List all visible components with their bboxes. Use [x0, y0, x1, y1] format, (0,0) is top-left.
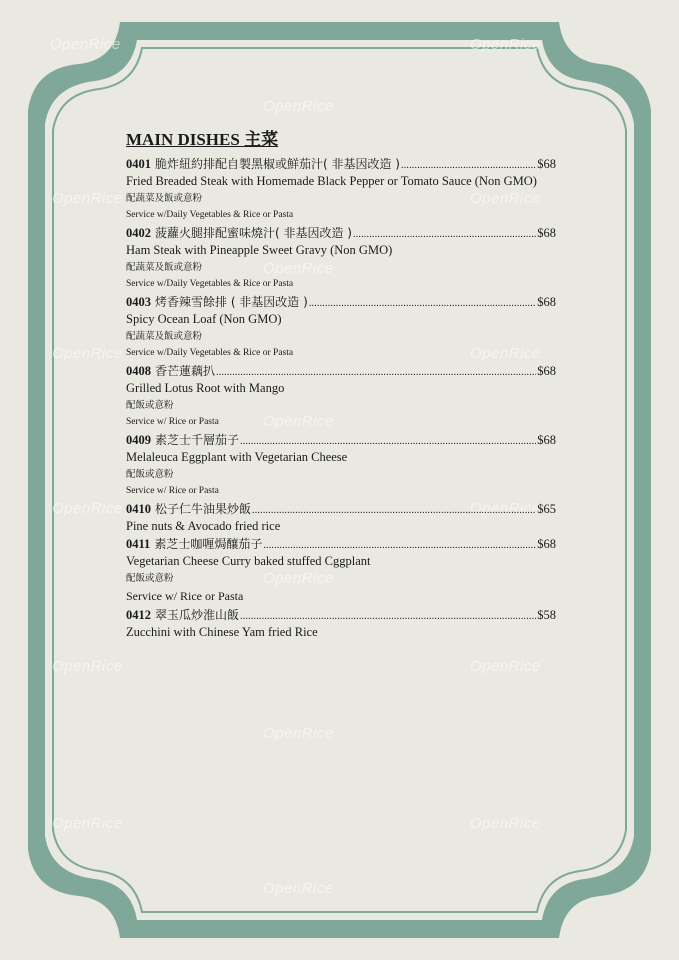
- watermark: OpenRice: [52, 190, 123, 207]
- item-price: $58: [537, 608, 556, 622]
- item-name-zh: 香芒蓮藕扒: [155, 364, 216, 378]
- watermark: OpenRice: [263, 413, 334, 430]
- item-name-zh: 烤香辣雪餘排 ( 非基因改造 ): [155, 295, 308, 309]
- dot-leader: [216, 362, 536, 382]
- item-name-en: Grilled Lotus Root with Mango: [126, 381, 285, 395]
- dot-leader: [401, 155, 536, 175]
- item-name-en: Zucchini with Chinese Yam fried Rice: [126, 625, 318, 639]
- watermark: OpenRice: [52, 658, 123, 675]
- item-name-zh: 素芝士千層茄子: [155, 433, 240, 447]
- section-heading: MAIN DISHES 主菜: [126, 130, 279, 149]
- watermark: OpenRice: [470, 190, 541, 207]
- watermark: OpenRice: [470, 658, 541, 675]
- watermark: OpenRice: [470, 345, 541, 362]
- menu-item: [126, 500, 556, 535]
- menu-item: [126, 362, 556, 431]
- item-service: Service w/ Rice or Pasta: [126, 417, 219, 427]
- item-name-en: Fried Breaded Steak with Homemade Black Pepper or Tomato Sauce (Non GMO): [126, 174, 537, 188]
- item-price: $68: [537, 537, 556, 551]
- watermark: OpenRice: [263, 98, 334, 115]
- menu-page: [126, 130, 556, 641]
- item-name-en: Melaleuca Eggplant with Vegetarian Cheese: [126, 450, 348, 464]
- item-price: $65: [537, 502, 556, 516]
- item-code: 0401: [126, 157, 151, 171]
- item-service: Service w/ Rice or Pasta: [126, 486, 219, 496]
- dot-leader: [309, 293, 536, 313]
- item-code: 0411: [126, 537, 151, 551]
- watermark: OpenRice: [52, 345, 123, 362]
- item-sub-zh: 配蔬菜及飯或意粉: [126, 262, 203, 273]
- menu-item: [126, 155, 556, 224]
- item-code: 0408: [126, 364, 151, 378]
- item-name-en: Spicy Ocean Loaf (Non GMO): [126, 312, 282, 326]
- item-code: 0402: [126, 226, 151, 240]
- item-sub-zh: 配蔬菜及飯或意粉: [126, 331, 203, 342]
- dot-leader: [240, 606, 536, 626]
- item-price: $68: [537, 433, 556, 447]
- dot-leader: [263, 535, 536, 555]
- item-service: Service w/ Rice or Pasta: [126, 589, 244, 603]
- item-sub-zh: 配飯或意粉: [126, 400, 174, 411]
- item-sub-zh: 配飯或意粉: [126, 573, 174, 584]
- item-price: $68: [537, 226, 556, 240]
- menu-item: [126, 224, 556, 293]
- watermark: OpenRice: [263, 725, 334, 742]
- dot-leader: [353, 224, 536, 244]
- item-sub-zh: 配蔬菜及飯或意粉: [126, 193, 203, 204]
- item-name-en: Pine nuts & Avocado fried rice: [126, 519, 281, 533]
- watermark: OpenRice: [263, 260, 334, 277]
- watermark: OpenRice: [263, 570, 334, 587]
- menu-item: [126, 606, 556, 641]
- watermark: OpenRice: [50, 36, 121, 53]
- item-name-zh: 松子仁牛油果炒飯: [155, 502, 252, 516]
- item-name-zh: 素芝士咖喱焗釀茄子: [154, 537, 263, 551]
- menu-item: [126, 431, 556, 500]
- item-code: 0403: [126, 295, 151, 309]
- watermark: OpenRice: [470, 500, 541, 517]
- item-name-en: Vegetarian Cheese Curry baked stuffed Cggplant: [126, 554, 371, 568]
- watermark: OpenRice: [52, 500, 123, 517]
- item-name-zh: 菠蘿火腿排配蜜味燒汁( 非基因改造 ): [155, 226, 352, 240]
- dot-leader: [252, 500, 536, 520]
- item-name-zh: 脆炸紐約排配自製黑椒或鮮茄汁( 非基因改造 ): [155, 157, 400, 171]
- item-code: 0409: [126, 433, 151, 447]
- watermark: OpenRice: [263, 880, 334, 897]
- item-code: 0410: [126, 502, 151, 516]
- watermark: OpenRice: [470, 815, 541, 832]
- item-name-en: Ham Steak with Pineapple Sweet Gravy (Non GMO): [126, 243, 393, 257]
- item-price: $68: [537, 157, 556, 171]
- watermark: OpenRice: [52, 815, 123, 832]
- item-code: 0412: [126, 608, 151, 622]
- item-service: Service w/Daily Vegetables & Rice or Pasta: [126, 210, 294, 220]
- menu-item: [126, 293, 556, 362]
- item-name-zh: 翠玉瓜炒淮山飯: [155, 608, 240, 622]
- item-price: $68: [537, 364, 556, 378]
- menu-item: [126, 535, 556, 606]
- dot-leader: [240, 431, 536, 451]
- watermark: OpenRice: [470, 36, 541, 53]
- item-service: Service w/Daily Vegetables & Rice or Pasta: [126, 279, 294, 289]
- item-service: Service w/Daily Vegetables & Rice or Pasta: [126, 348, 294, 358]
- item-sub-zh: 配飯或意粉: [126, 469, 174, 480]
- item-price: $68: [537, 295, 556, 309]
